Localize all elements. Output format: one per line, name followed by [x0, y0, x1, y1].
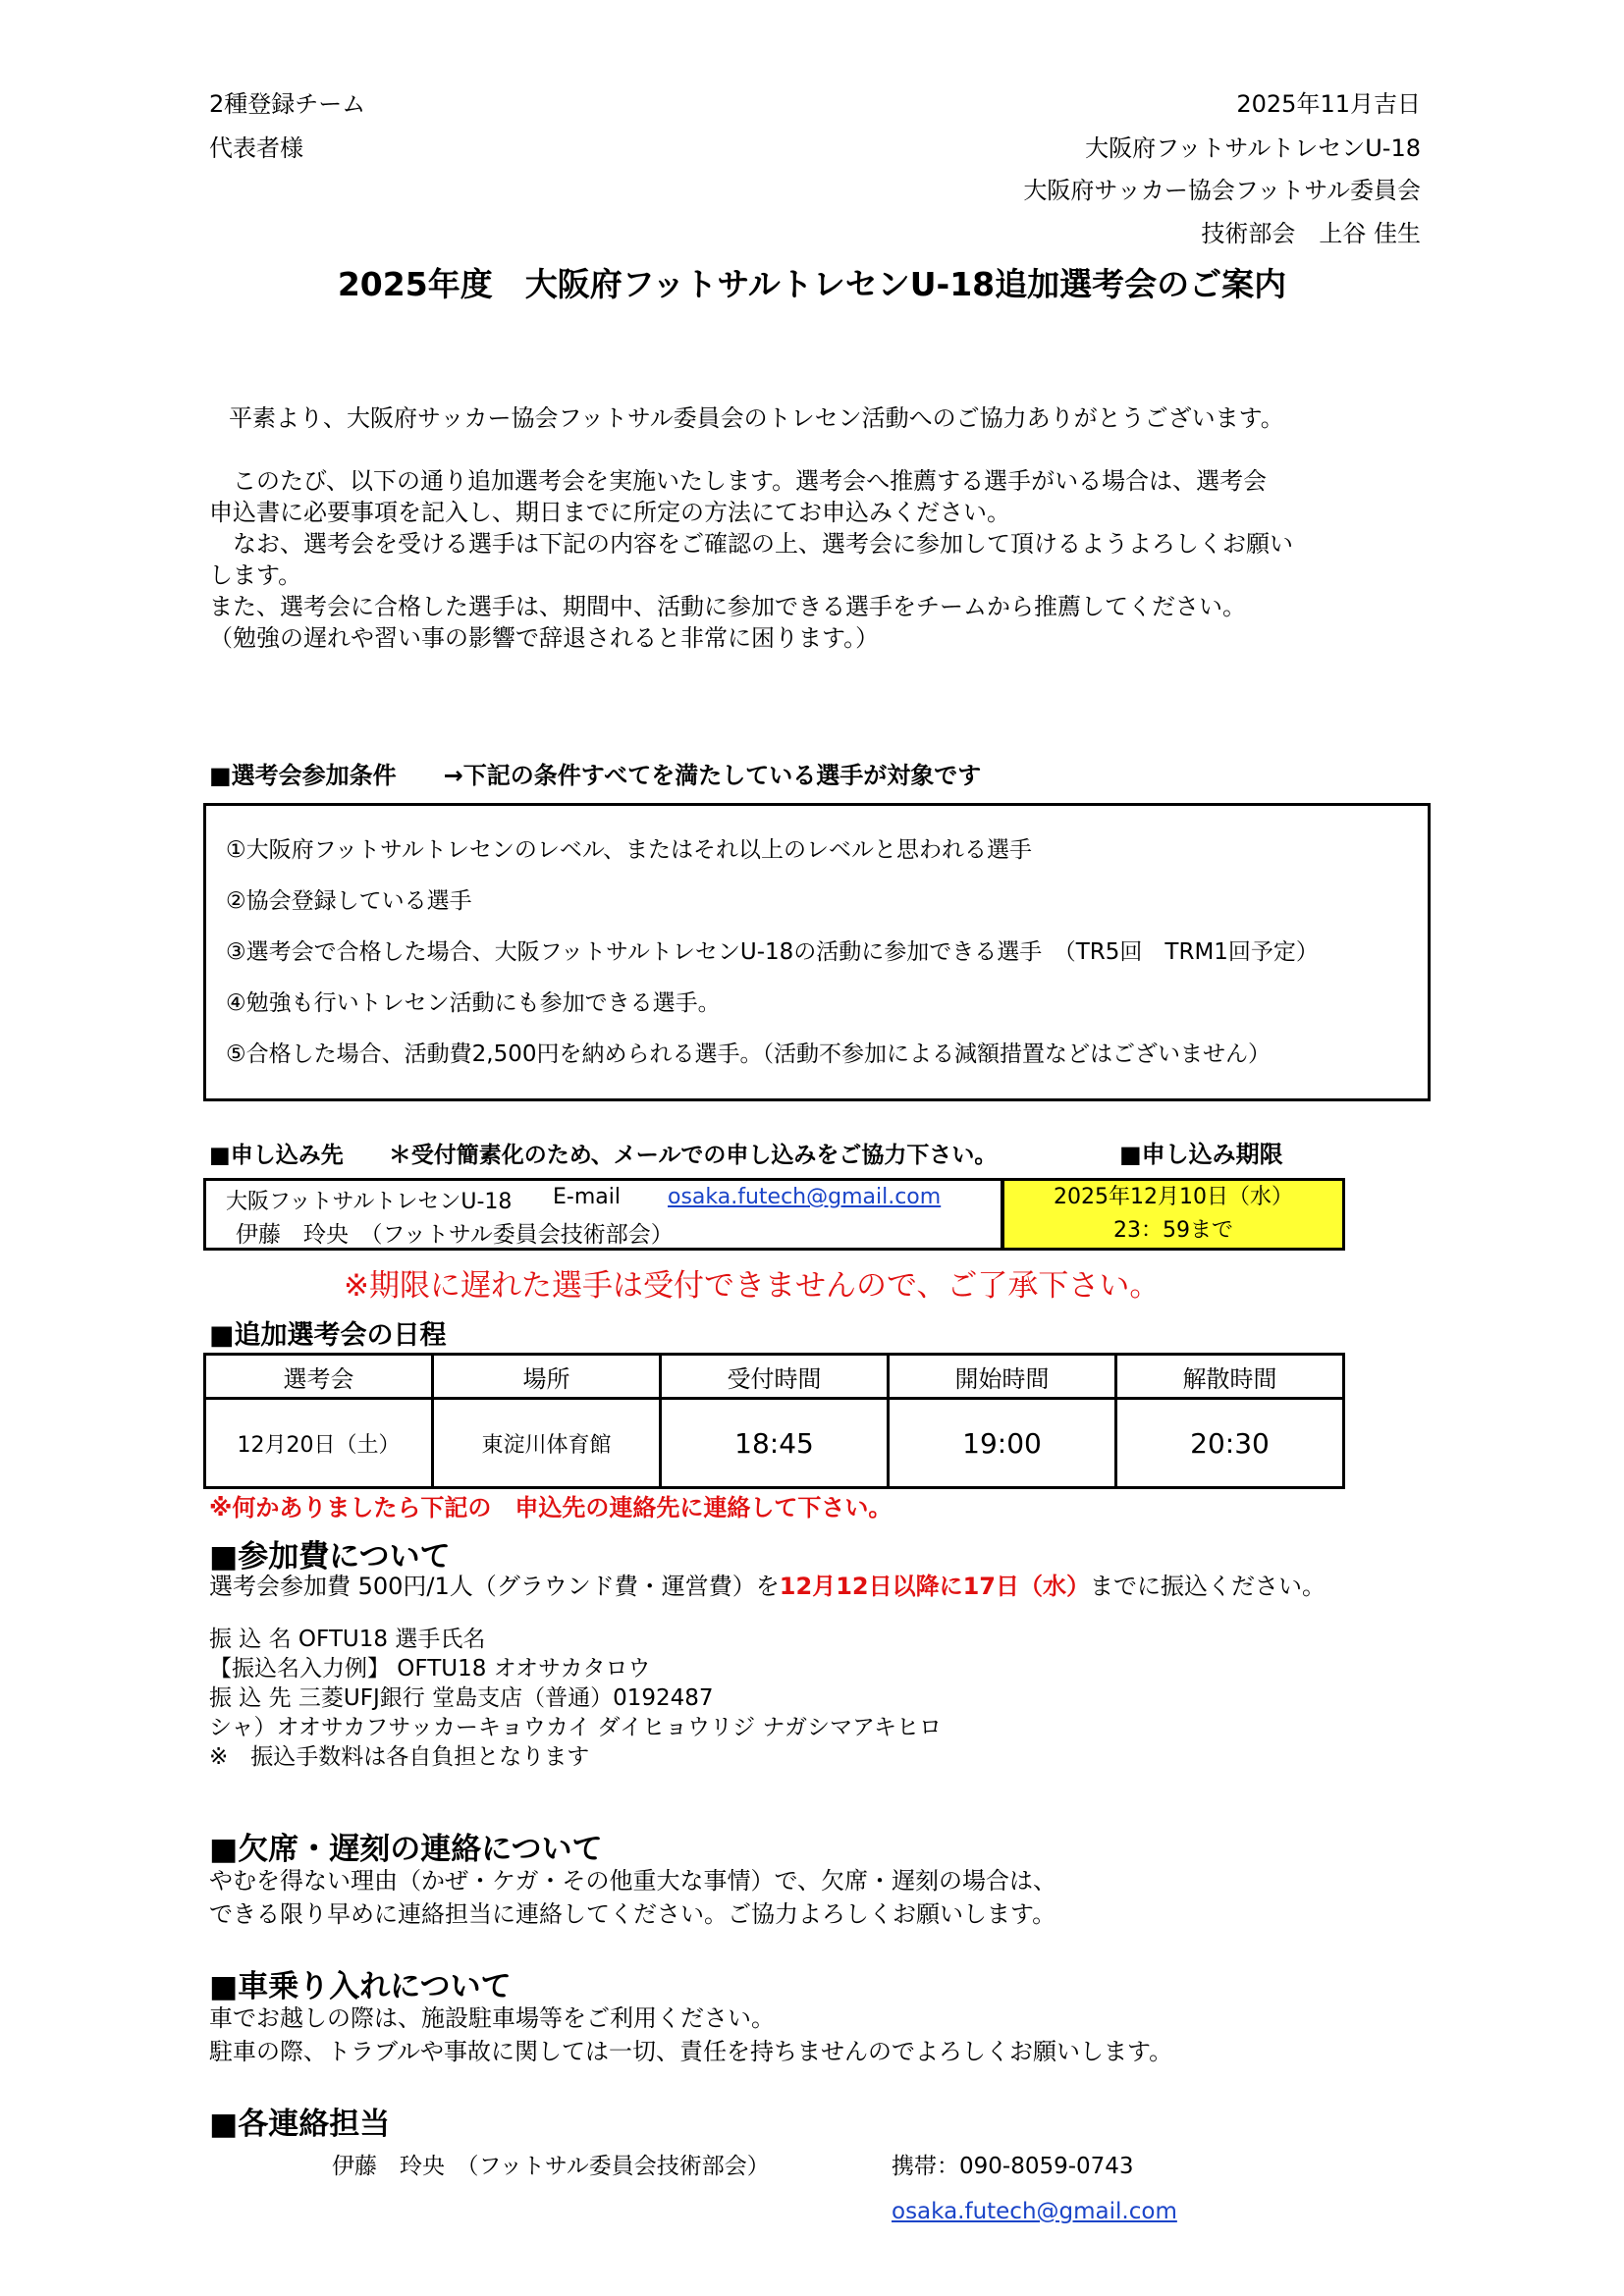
- transfer-name-example: 【振込名入力例】 OFTU18 オオサカタロウ: [209, 1656, 651, 1682]
- transfer-fee-note: ※ 振込手数料は各自負担となります: [209, 1744, 590, 1770]
- application-person: 伊藤 玲央 （フットサル委員会技術部会）: [236, 1222, 674, 1248]
- application-org: 大阪フットサルトレセンU-18: [226, 1190, 513, 1214]
- table-header-row: [205, 1355, 1344, 1399]
- fee-text-end: までに振込ください。: [1090, 1573, 1326, 1600]
- application-email-link[interactable]: osaka.futech@gmail.com: [668, 1185, 942, 1209]
- transfer-name: 振 込 名 OFTU18 選手氏名: [209, 1627, 486, 1652]
- absence-text: できる限り早めに連絡担当に連絡してください。ご協力よろしくお願いします。: [209, 1900, 1056, 1928]
- car-text: 駐車の際、トラブルや事故に関しては一切、責任を持ちませんのでよろしくお願いします。: [209, 2038, 1173, 2065]
- table-header-cell: 開始時間: [889, 1355, 1116, 1399]
- recipient-name: 代表者様: [209, 134, 303, 162]
- condition-item: ①大阪府フットサルトレセンのレベル、またはそれ以上のレベルと思われる選手: [226, 837, 1033, 863]
- schedule-note: ※何かありましたら下記の 申込先の連絡先に連絡して下さい。: [209, 1494, 893, 1522]
- intro-paragraph: [209, 465, 1436, 654]
- fee-text: 選考会参加費 500円/1人（グラウンド費・運営費）を: [209, 1573, 780, 1600]
- intro-line: なお、選考会を受ける選手は下記の内容をご確認の上、選考会に参加して頂けるようよろしくお願い: [209, 530, 1293, 558]
- conditions-heading: ■選考会参加条件 →下記の条件すべてを満たしている選手が対象です: [209, 762, 982, 789]
- contact-person: 伊藤 玲央 （フットサル委員会技術部会）: [332, 2154, 770, 2179]
- contact-phone: 携帯：090-8059-0743: [892, 2154, 1134, 2179]
- application-heading: ■申し込み先 ＊受付簡素化のため、メールでの申し込みをご協力下さい。: [209, 1143, 998, 1168]
- sender-org: 大阪府フットサルトレセンU-18: [1085, 134, 1421, 162]
- table-header-cell: 受付時間: [661, 1355, 889, 1399]
- table-header-cell: 解散時間: [1116, 1355, 1344, 1399]
- schedule-start-time: 19:00: [889, 1399, 1116, 1488]
- recipient-team: 2種登録チーム: [209, 90, 366, 118]
- contact-email-link[interactable]: osaka.futech@gmail.com: [892, 2199, 1177, 2224]
- condition-item: ⑤合格した場合、活動費2,500円を納められる選手。（活動不参加による減額措置などはございません）: [226, 1041, 1271, 1067]
- intro-line: また、選考会に合格した選手は、期間中、活動に参加できる選手をチームから推薦してください。: [209, 593, 1246, 620]
- condition-item: ③選考会で合格した場合、大阪フットサルトレセンU-18の活動に参加できる選手 （TR5回 TRM1回予定）: [226, 939, 1319, 965]
- absence-text: やむを得ない理由（かぜ・ケガ・その他重大な事情）で、欠席・遅刻の場合は、: [209, 1867, 1057, 1895]
- intro-line: （勉強の遅れや習い事の影響で辞退されると非常に困ります。）: [209, 624, 880, 652]
- deadline-box: [1001, 1178, 1345, 1251]
- deadline-warning: ※期限に遅れた選手は受付できませんので、ご了承下さい。: [344, 1268, 1161, 1304]
- fee-main-line: [209, 1571, 1326, 1602]
- car-heading: ■車乗り入れについて: [209, 1969, 512, 2004]
- conditions-box: [203, 803, 1431, 1101]
- sender-association: 大阪府サッカー協会フットサル委員会: [1023, 177, 1421, 204]
- issue-date: 2025年11月吉日: [1236, 90, 1421, 118]
- schedule-reception-time: 18:45: [661, 1399, 889, 1488]
- table-row: [205, 1399, 1344, 1488]
- schedule-table: [203, 1353, 1345, 1489]
- deadline-date: 2025年12月10日（水）: [1054, 1185, 1293, 1209]
- transfer-account: 振 込 先 三菱UFJ銀行 堂島支店（普通）0192487: [209, 1685, 714, 1711]
- car-text: 車でお越しの際は、施設駐車場等をご利用ください。: [209, 2004, 775, 2032]
- schedule-date: 12月20日（土）: [205, 1399, 433, 1488]
- intro-greeting: 平素より、大阪府サッカー協会フットサル委員会のトレセン活動へのご協力ありがとうございます。: [229, 404, 1284, 432]
- deadline-heading: ■申し込み期限: [1119, 1141, 1283, 1168]
- deadline-time: 23：59まで: [1113, 1218, 1233, 1243]
- transfer-account-holder: シャ）オオサカフサッカーキョウカイ ダイヒョウリジ ナガシマアキヒロ: [209, 1715, 943, 1740]
- schedule-heading: ■追加選考会の日程: [209, 1320, 447, 1351]
- condition-item: ②協会登録している選手: [226, 888, 472, 914]
- schedule-venue: 東淀川体育館: [433, 1399, 661, 1488]
- intro-line: このたび、以下の通り追加選考会を実施いたします。選考会へ推薦する選手がいる場合は、選考会: [209, 467, 1268, 495]
- application-contact-box: [203, 1178, 1003, 1251]
- fee-heading: ■参加費について: [209, 1539, 451, 1575]
- schedule-end-time: 20:30: [1116, 1399, 1344, 1488]
- sender-person: 技術部会 上谷 佳生: [1201, 220, 1421, 247]
- table-header-cell: 選考会: [205, 1355, 433, 1399]
- table-header-cell: 場所: [433, 1355, 661, 1399]
- fee-payment-period: 12月12日以降に17日（水）: [779, 1573, 1090, 1600]
- absence-heading: ■欠席・遅刻の連絡について: [209, 1832, 603, 1867]
- page-title: 2025年度 大阪府フットサルトレセンU-18追加選考会のご案内: [337, 265, 1287, 303]
- intro-line: 申込書に必要事項を記入し、期日までに所定の方法にてお申込みください。: [209, 499, 1010, 526]
- intro-line: します。: [209, 561, 302, 589]
- contact-heading: ■各連絡担当: [209, 2107, 391, 2142]
- condition-item: ④勉強も行いトレセン活動にも参加できる選手。: [226, 990, 721, 1016]
- email-label: E-mail: [553, 1185, 621, 1209]
